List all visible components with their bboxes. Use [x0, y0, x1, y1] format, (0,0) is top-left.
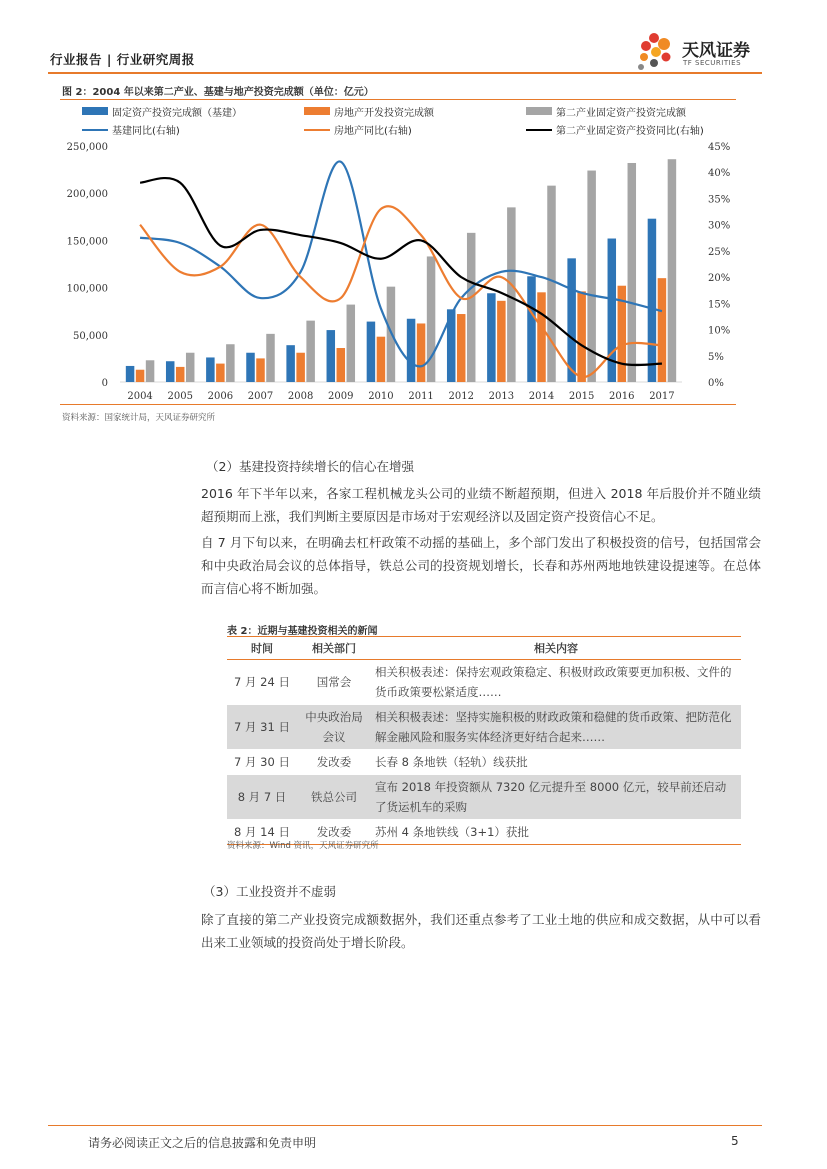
table-cell-content: 苏州 4 条地铁线（3+1）获批	[371, 820, 741, 845]
header-title: 行业报告 | 行业研究周报	[50, 52, 195, 67]
bar	[417, 323, 426, 382]
table-header-content: 相关内容	[371, 637, 741, 660]
footer-rule	[48, 1125, 762, 1126]
table-header-dept: 相关部门	[297, 637, 371, 660]
y2-tick-label: 45%	[708, 142, 731, 153]
bar	[507, 207, 516, 382]
x-tick-label: 2016	[609, 391, 635, 402]
logo-text: 天风证券	[682, 41, 750, 61]
bar	[136, 370, 145, 382]
bar	[216, 364, 225, 382]
table-cell-content: 相关积极表述：坚持实施积极的财政政策和稳健的货币政策、把防范化解金融风险和服务实体经济更好结合起来……	[371, 705, 741, 750]
investment-chart	[60, 100, 736, 404]
footer-disclaimer: 请务必阅读正文之后的信息披露和免责申明	[88, 1136, 317, 1150]
bar	[327, 330, 336, 382]
table-cell-dept: 发改委	[297, 750, 371, 775]
table-title: 表 2：近期与基建投资相关的新闻	[227, 626, 378, 637]
table-row	[227, 705, 741, 750]
bar	[186, 353, 195, 382]
header-rule	[48, 72, 762, 74]
table-cell-time: 7 月 30 日	[227, 750, 297, 775]
section2-heading: （2）基建投资持续增长的信心在增强	[206, 459, 414, 474]
table-cell-dept: 国常会	[297, 660, 371, 705]
table-row	[227, 660, 741, 705]
x-tick-label: 2008	[287, 391, 314, 402]
section2-para2: 自 7 月下旬以来，在明确去杠杆政策不动摇的基础上，多个部门发出了积极投资的信号，包括国常会和中央政治局会议的总体指导，铁总公司的投资规划增长，长春和苏州两地地铁建设提速等。在总体而言信心将不断加强。	[201, 535, 761, 596]
table-cell-time: 8 月 7 日	[227, 775, 297, 820]
y-tick-label: 150,000	[66, 236, 108, 248]
legend-label: 第二产业固定资产投资同比(右轴)	[556, 126, 704, 137]
legend-label: 房地产开发投资完成额	[334, 108, 434, 119]
bar	[146, 360, 155, 382]
legend-label: 第二产业固定资产投资完成额	[556, 108, 686, 119]
x-tick-label: 2004	[127, 391, 153, 402]
legend-swatch	[304, 107, 330, 115]
bar	[648, 219, 657, 382]
y2-tick-label: 35%	[708, 194, 731, 206]
bar	[337, 348, 346, 382]
bar	[226, 344, 235, 382]
y-tick-label: 50,000	[73, 330, 108, 342]
logo-subtext: TF SECURITIES	[683, 59, 742, 67]
x-tick-label: 2007	[247, 391, 274, 402]
y2-tick-label: 25%	[708, 246, 731, 258]
x-tick-label: 2015	[568, 391, 595, 402]
table-cell-dept: 发改委	[297, 820, 371, 845]
bar	[577, 291, 586, 382]
table-cell-time: 7 月 31 日	[227, 705, 297, 750]
legend-swatch	[526, 107, 552, 115]
x-tick-label: 2005	[167, 391, 193, 402]
bar	[658, 278, 667, 382]
bar	[427, 256, 436, 382]
x-tick-label: 2013	[488, 391, 515, 402]
table-cell-content: 长春 8 条地铁（轻轨）线获批	[371, 750, 741, 775]
bar	[668, 159, 677, 382]
y-tick-label: 100,000	[66, 283, 108, 295]
bar	[537, 292, 546, 382]
legend-label: 固定资产投资完成额（基建）	[112, 108, 242, 119]
table-cell-content: 宣布 2018 年投资额从 7320 亿元提升至 8000 亿元，较早前还启动了货运机车的采购	[371, 775, 741, 820]
y2-tick-label: 10%	[708, 325, 731, 337]
bar	[377, 337, 386, 382]
x-tick-label: 2014	[528, 391, 555, 402]
table-header-time: 时间	[227, 637, 297, 660]
bar	[296, 353, 305, 382]
figure-title: 图 2：2004 年以来第二产业、基建与地产投资完成额（单位：亿元）	[62, 87, 374, 98]
table-cell-dept: 铁总公司	[297, 775, 371, 820]
y2-tick-label: 20%	[708, 273, 731, 285]
y-tick-label: 0	[101, 378, 108, 389]
x-tick-label: 2009	[328, 391, 354, 402]
bar	[266, 334, 275, 382]
bar	[487, 293, 496, 382]
y2-tick-label: 0%	[708, 378, 724, 389]
bar	[306, 321, 315, 382]
x-tick-label: 2012	[448, 391, 474, 402]
legend-swatch	[82, 107, 108, 115]
table-row	[227, 775, 741, 820]
legend-label: 基建同比(右轴)	[112, 126, 180, 137]
bar	[166, 361, 175, 382]
table-cell-time: 8 月 14 日	[227, 820, 297, 845]
bar	[527, 276, 536, 382]
page-number: 5	[731, 1134, 739, 1148]
bar	[457, 314, 466, 382]
x-tick-label: 2006	[207, 391, 234, 402]
bar	[126, 366, 135, 382]
y2-tick-label: 15%	[708, 299, 731, 311]
y-tick-label: 250,000	[66, 142, 108, 153]
x-tick-label: 2010	[368, 391, 394, 402]
section3-para: 除了直接的第二产业投资完成额数据外，我们还重点参考了工业土地的供应和成交数据，从中可以看出来工业领域的投资尚处于增长阶段。	[201, 912, 761, 950]
table-cell-dept: 中央政治局会议	[297, 705, 371, 750]
bar	[407, 319, 416, 382]
bar	[286, 345, 295, 382]
bar	[467, 233, 476, 382]
bar	[256, 358, 265, 382]
table-source: 资料来源：Wind 资讯，天风证券研究所	[227, 841, 379, 851]
table-row	[227, 750, 741, 775]
legend-label: 房地产同比(右轴)	[334, 126, 412, 137]
figure-rule-bottom	[60, 404, 736, 405]
y2-tick-label: 40%	[708, 168, 731, 180]
y-tick-label: 200,000	[66, 189, 108, 201]
section3-heading: （3）工业投资并不虚弱	[203, 884, 336, 899]
bar	[567, 258, 576, 382]
x-tick-label: 2017	[649, 391, 675, 402]
bar	[176, 367, 185, 382]
bar	[367, 322, 376, 382]
x-tick-label: 2011	[408, 391, 434, 402]
table-cell-content: 相关积极表述：保持宏观政策稳定、积极财政政策要更加积极、文件的货币政策要松紧适度……	[371, 660, 741, 705]
bar	[547, 186, 556, 382]
bar	[206, 357, 215, 382]
bar	[347, 305, 356, 382]
section2-para1: 2016 年下半年以来，各家工程机械龙头公司的业绩不断超预期，但进入 2018 年后股价并不随业绩超预期而上涨，我们判断主要原因是市场对于宏观经济以及固定资产投资信心不足。	[201, 486, 761, 524]
news-table	[227, 636, 741, 845]
figure-source: 资料来源：国家统计局，天风证券研究所	[62, 413, 216, 423]
y2-tick-label: 5%	[708, 351, 724, 363]
bar	[497, 301, 506, 382]
y2-tick-label: 30%	[708, 220, 731, 232]
table-cell-time: 7 月 24 日	[227, 660, 297, 705]
bar	[246, 353, 255, 382]
bar	[628, 163, 637, 382]
